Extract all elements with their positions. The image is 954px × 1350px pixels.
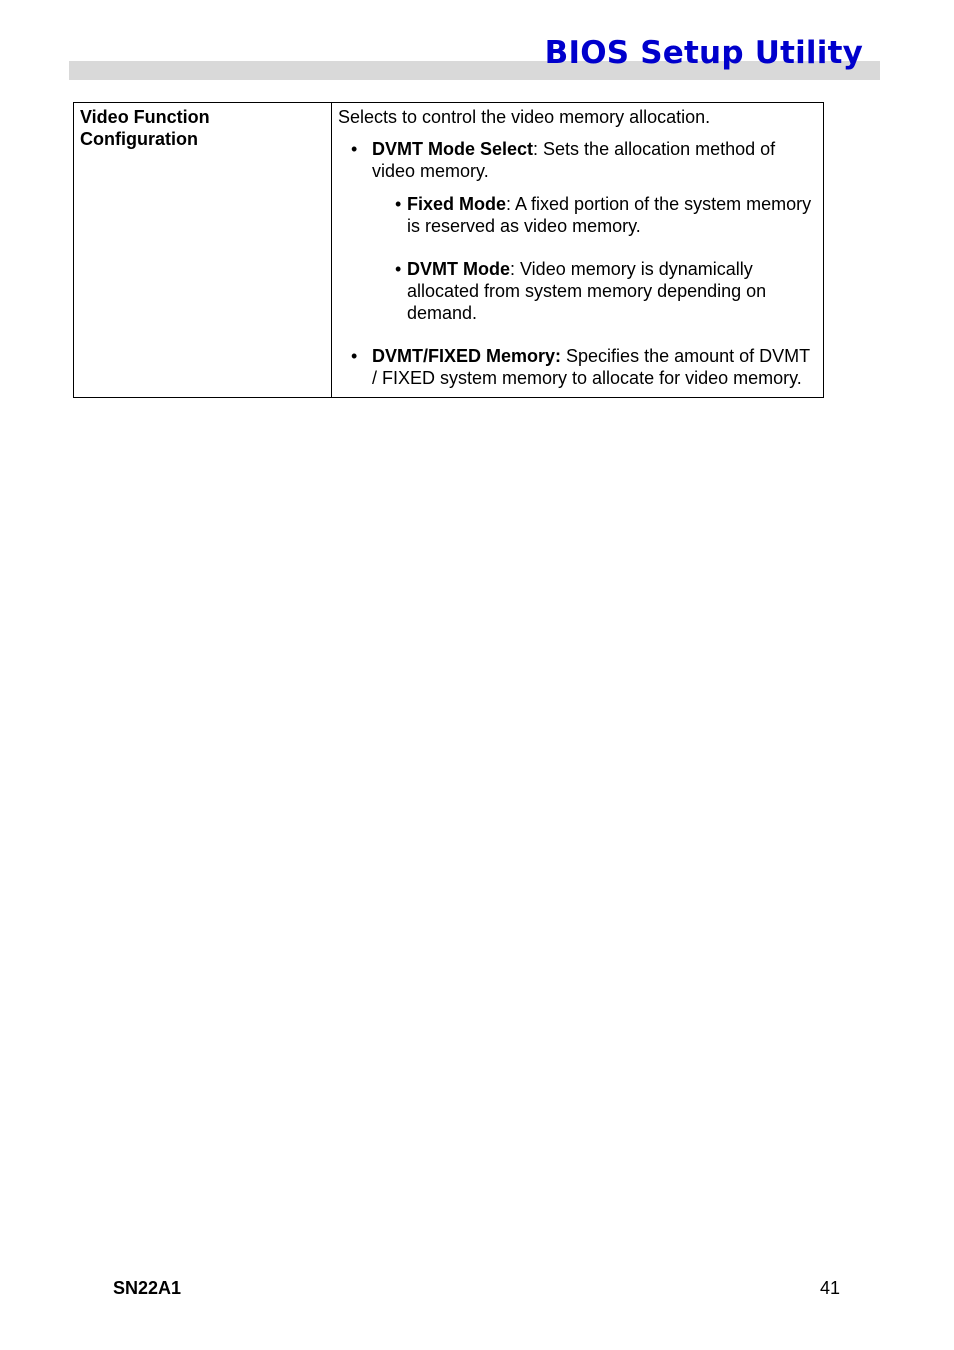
bullet-icon: • (395, 259, 402, 279)
list-item (372, 258, 817, 324)
option-term: DVMT Mode Select (372, 139, 534, 159)
suboption-term: DVMT Mode (407, 259, 510, 279)
bullet-icon: • (395, 194, 402, 214)
option-list (338, 138, 817, 389)
option-term: DVMT/FIXED Memory: (372, 346, 562, 366)
option-text: : Sets the allocation method of video memory. (372, 139, 776, 181)
setting-description-cell (332, 103, 824, 398)
suboption-list (372, 193, 817, 324)
setting-name-line2: Configuration (80, 129, 198, 149)
list-item (338, 345, 817, 389)
option-text: Specifies the amount of DVMT / FIXED system memory to allocate for video memory. (372, 346, 810, 388)
list-item (372, 193, 817, 237)
list-item (338, 138, 817, 324)
footer-model: SN22A1 (113, 1278, 182, 1298)
bullet-icon: • (351, 139, 358, 159)
setting-name-line1: Video Function (80, 107, 210, 127)
page-number: 41 (819, 1278, 840, 1298)
suboption-text: : Video memory is dynamically allocated from system memory depending on demand. (407, 259, 767, 323)
suboption-text: : A fixed portion of the system memory is reserved as video memory. (407, 194, 812, 236)
bullet-icon: • (351, 346, 358, 366)
setting-name-cell (74, 103, 332, 398)
settings-table (73, 102, 824, 398)
table-row (74, 103, 824, 398)
suboption-term: Fixed Mode (407, 194, 507, 214)
page-title: BIOS Setup Utility (544, 35, 863, 71)
description-intro: Selects to control the video memory allocation. (338, 107, 711, 127)
